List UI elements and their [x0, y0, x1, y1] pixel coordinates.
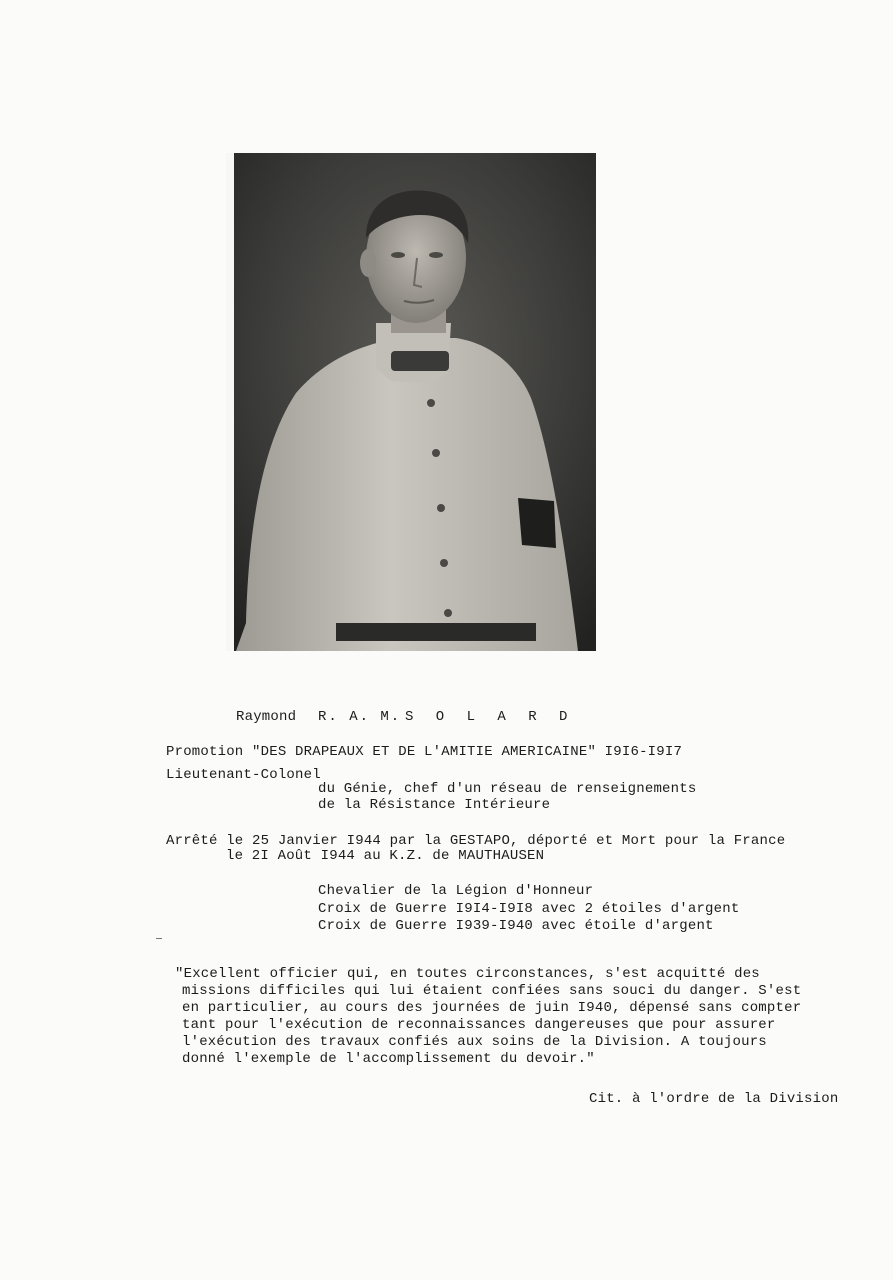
- arrest-line-1: Arrêté le 25 Janvier I944 par la GESTAPO, déporté et Mort pour la France: [166, 833, 786, 849]
- promotion-line: Promotion "DES DRAPEAUX ET DE L'AMITIE AMERICAINE" I9I6-I9I7: [166, 744, 683, 760]
- citation-line-1: "Excellent officier qui, en toutes circonstances, s'est acquitté des: [175, 966, 760, 982]
- rank-line-1: du Génie, chef d'un réseau de renseignements: [318, 781, 697, 797]
- citation-line-3: en particulier, au cours des journées de juin I940, dépensé sans compter: [182, 1000, 802, 1016]
- honor-legion: Chevalier de la Légion d'Honneur: [318, 883, 594, 899]
- arrest-line-2: le 2I Août I944 au K.Z. de MAUTHAUSEN: [226, 848, 545, 864]
- citation-line-2: missions difficiles qui lui étaient confiées sans souci du danger. S'est: [182, 983, 802, 999]
- honor-croix-1939: Croix de Guerre I939-I940 avec étoile d'argent: [318, 918, 714, 934]
- initials: R. A. M.: [318, 709, 402, 725]
- stray-mark: [156, 938, 162, 939]
- citation-line-5: l'exécution des travaux confiés aux soins de la Division. A toujours: [182, 1034, 767, 1050]
- citation-line-6: donné l'exemple de l'accomplissement du devoir.": [182, 1051, 595, 1067]
- citation-source: Cit. à l'ordre de la Division: [589, 1091, 839, 1107]
- portrait-photo: [226, 153, 596, 651]
- honor-croix-1914: Croix de Guerre I9I4-I9I8 avec 2 étoiles d'argent: [318, 901, 740, 917]
- surname: S O L A R D: [405, 709, 575, 725]
- portrait-image: [226, 153, 596, 651]
- rank-line-2: de la Résistance Intérieure: [318, 797, 551, 813]
- citation-line-4: tant pour l'exécution de reconnaissances dangereuses que pour assurer: [182, 1017, 776, 1033]
- first-name: Raymond: [236, 709, 297, 725]
- rank-title: Lieutenant-Colonel: [166, 767, 321, 783]
